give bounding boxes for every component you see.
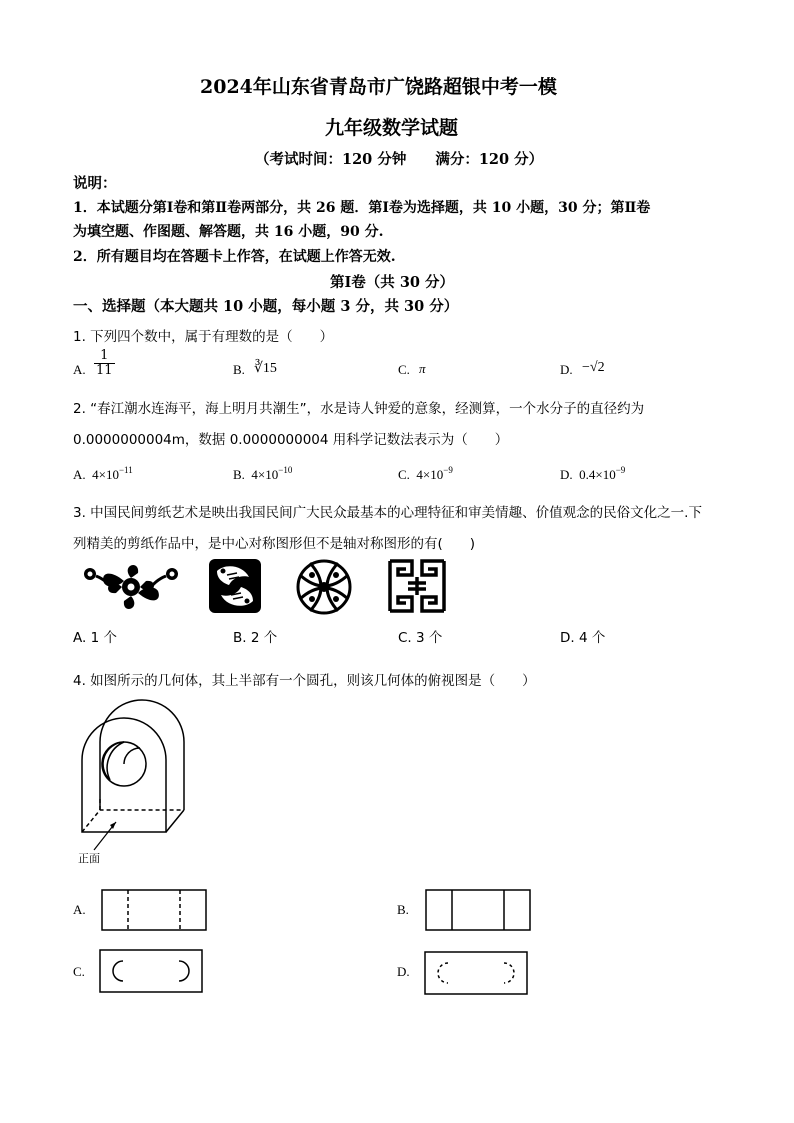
q4-option-d-figure bbox=[424, 951, 528, 995]
q4-option-a-figure bbox=[101, 889, 207, 931]
q4-stem: 4. 如图所示的几何体，其上半部有一个圆孔，则该几何体的俯视图是（ ） bbox=[73, 673, 536, 689]
q1-option-c-label: C. bbox=[398, 362, 410, 377]
q1-option-a-denominator: 11 bbox=[96, 363, 113, 379]
q4-option-b-figure bbox=[425, 889, 531, 931]
q2-option-b bbox=[233, 465, 292, 483]
q3-stem-line-2: 列精美的剪纸作品中，是中心对称图形但不是轴对称图形的有( ) bbox=[73, 536, 476, 552]
q2-option-b-base: 4×10 bbox=[251, 467, 279, 482]
q2-option-d-exponent: −9 bbox=[615, 465, 626, 475]
instruction-item-1-line-2: 为填空题、作图题、解答题，共 16 小题，90 分. bbox=[73, 224, 384, 240]
exam-subtitle: 九年级数学试题 bbox=[325, 117, 459, 139]
q4-option-c-figure bbox=[99, 949, 203, 993]
q2-option-c bbox=[398, 465, 453, 483]
papercut-meander-image bbox=[386, 557, 448, 615]
q1-option-b-label: B. bbox=[233, 362, 245, 377]
q4-front-label: 正面 bbox=[78, 852, 100, 865]
q2-option-c-label: C. bbox=[398, 467, 410, 482]
q4-option-d-label: D. bbox=[397, 964, 410, 979]
q2-option-d-base: 0.4×10 bbox=[579, 467, 616, 482]
q1-option-c-value: π bbox=[419, 361, 426, 376]
q4-solid-figure bbox=[76, 700, 206, 860]
q1-option-d-label: D. bbox=[560, 362, 573, 377]
q2-option-a-label: A. bbox=[73, 467, 86, 482]
q2-option-b-exponent: −10 bbox=[278, 465, 293, 475]
q2-option-a bbox=[73, 465, 133, 483]
papercut-flower-image bbox=[80, 557, 182, 617]
q2-option-d bbox=[560, 465, 625, 483]
section-heading: 一、选择题（本大题共 10 小题，每小题 3 分，共 30 分） bbox=[73, 298, 459, 315]
instruction-item-2: 2．所有题目均在答题卡上作答，在试题上作答无效. bbox=[73, 249, 396, 265]
q1-option-a-fraction bbox=[94, 349, 115, 379]
instructions-label: 说明： bbox=[73, 175, 117, 192]
q3-option-d: D. 4 个 bbox=[560, 630, 606, 646]
q2-option-c-base: 4×10 bbox=[416, 467, 444, 482]
exam-time-info: （考试时间：120 分钟 满分：120 分） bbox=[255, 151, 544, 168]
q3-option-c: C. 3 个 bbox=[398, 630, 443, 646]
q1-stem: 1. 下列四个数中，属于有理数的是（ ） bbox=[73, 329, 334, 345]
exam-title: 2024年山东省青岛市广饶路超银中考一模 bbox=[200, 76, 557, 98]
q2-stem-line-1: 2. “春江潮水连海平，海上明月共潮生”，水是诗人钟爱的意象，经测算，一个水分子的直径约为 bbox=[73, 401, 645, 417]
q1-option-a-label: A. bbox=[73, 362, 86, 377]
q3-option-b: B. 2 个 bbox=[233, 630, 278, 646]
q1-option-d-value: −√2 bbox=[582, 360, 605, 375]
q2-option-b-label: B. bbox=[233, 467, 245, 482]
section-title: 第Ⅰ卷（共 30 分） bbox=[330, 274, 455, 291]
q2-option-d-label: D. bbox=[560, 467, 573, 482]
q1-option-a-numerator: 1 bbox=[94, 349, 115, 364]
papercut-lattice-image bbox=[292, 557, 356, 617]
q2-stem-line-2: 0.0000000004m，数据 0.0000000004 用科学记数法表示为（ ） bbox=[73, 432, 509, 448]
q4-option-c-label: C. bbox=[73, 964, 85, 979]
q4-option-b-label: B. bbox=[397, 902, 409, 917]
q2-option-a-base: 4×10 bbox=[92, 467, 119, 482]
q3-stem-line-1: 3. 中国民间剪纸艺术是映出我国民间广大民众最基本的心理特征和审美情趣、价值观念的民俗文化之一.下 bbox=[73, 505, 702, 521]
papercut-fish-image bbox=[207, 557, 263, 615]
q2-option-a-exponent: −11 bbox=[118, 465, 133, 475]
q3-option-a: A. 1 个 bbox=[73, 630, 117, 646]
q4-option-a-label: A. bbox=[73, 902, 86, 917]
q1-option-b-value: ∛15 bbox=[254, 361, 277, 376]
q2-option-c-exponent: −9 bbox=[443, 465, 453, 475]
instruction-item-1-line-1: 1．本试题分第Ⅰ卷和第Ⅱ卷两部分，共 26 题．第Ⅰ卷为选择题，共 10 小题，30 分；第Ⅱ卷 bbox=[73, 200, 651, 216]
